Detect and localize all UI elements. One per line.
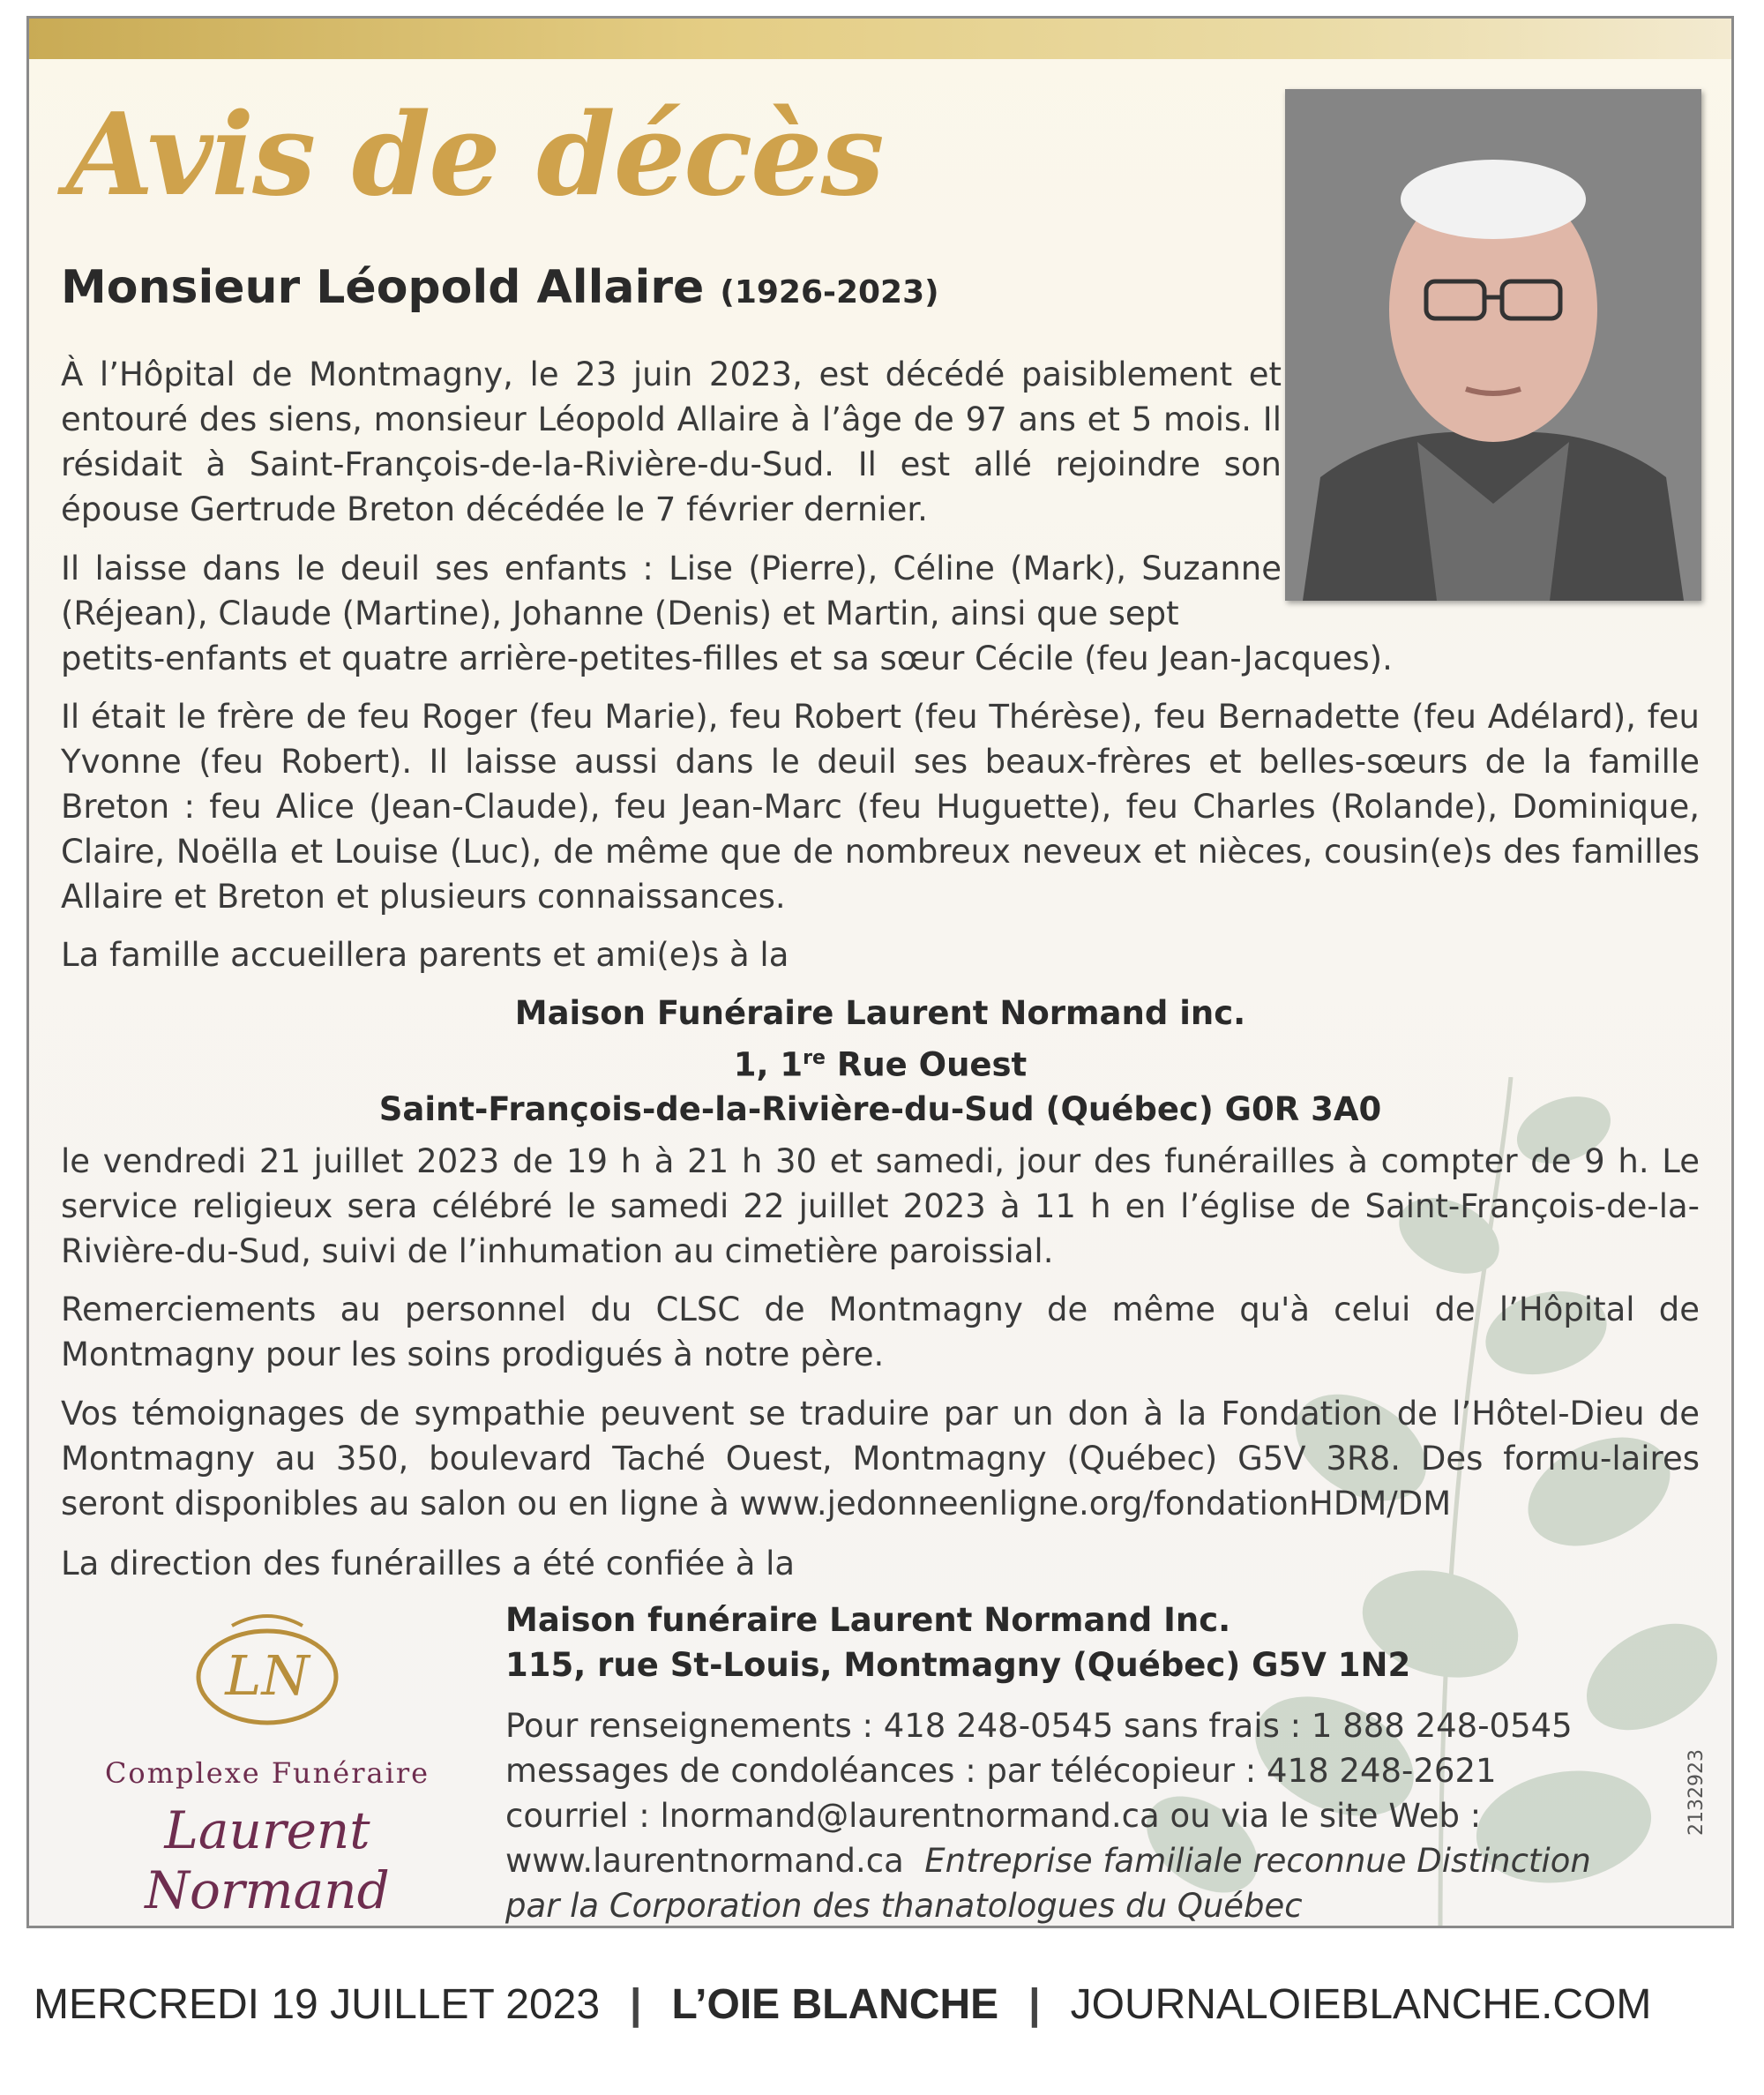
newspaper-footer — [34, 1976, 1727, 2032]
gold-header-bar — [29, 19, 1731, 59]
deceased-name-line — [61, 261, 939, 314]
funeral-home-address: 115, rue St-Louis, Montmagny (Québec) G5V 1N2 — [505, 1646, 1411, 1684]
logo-emblem — [179, 1606, 355, 1730]
distinction-text-2: par la Corporation des thanatologues du Québec — [505, 1887, 1303, 1925]
paragraph-thanks: Remerciements au personnel du CLSC de Montmagny de même qu'à celui de l’Hôpital de Montmagny pour les soins prodigués à notre père. — [61, 1291, 1700, 1373]
distinction-text-1: Entreprise familiale reconnue Distinction — [924, 1842, 1591, 1880]
info-phone-line: Pour renseignements : 418 248-0545 sans frais : 1 888 248-0545 — [505, 1707, 1573, 1745]
venue-name: Maison Funéraire Laurent Normand inc. — [514, 994, 1246, 1032]
paragraph-death: À l’Hôpital de Montmagny, le 23 juin 2023, est décédé paisiblement et entouré des siens, monsieur Léopold Allaire à l’âge de 97 ans et 5 mois. Il résidait à Saint-François-de-la-Rivière-du-Sud. Il est allé rejoindre son épouse Gertrude Breton décédée le 7 février dernier. — [61, 355, 1282, 528]
footer-separator-1: | — [630, 1980, 642, 2028]
footer-separator-2: | — [1028, 1980, 1041, 2028]
venue-city: Saint-François-de-la-Rivière-du-Sud (Québec) G0R 3A0 — [378, 1090, 1382, 1129]
paragraph-schedule: le vendredi 21 juillet 2023 de 19 h à 21 h 30 et samedi, jour des funérailles à compter de 9 h. Le service religieux sera célébré le samedi 22 juillet 2023 à 11 h en l’église de Saint-François-de-la-Rivière-du-Sud, suivi de l’inhumation au cimetière paroissial. — [61, 1142, 1700, 1270]
footer-date: MERCREDI 19 JUILLET 2023 — [34, 1980, 601, 2028]
visitation-venue — [61, 991, 1700, 1132]
deceased-name: Monsieur Léopold Allaire — [61, 261, 705, 314]
venue-street: 1, 1re Rue Ouest — [733, 1045, 1028, 1084]
footer-website[interactable]: JOURNALOIEBLANCHE.COM — [1070, 1980, 1652, 2028]
logo-line2: Laurent Normand — [145, 1800, 390, 1920]
website-link[interactable]: www.laurentnormand.ca — [505, 1842, 904, 1880]
funeral-home-logo — [47, 1606, 523, 1920]
notice-heading: Avis de décès — [66, 89, 883, 221]
paragraph-direction: La direction des funérailles a été confiée à la — [61, 1545, 796, 1582]
paragraph-survivors-end: petits-enfants et quatre arrière-petites-filles et sa sœur Cécile (feu Jean-Jacques). — [61, 640, 1393, 677]
condolences-line: messages de condoléances : par télécopieur : 418 248-2621 — [505, 1752, 1497, 1790]
paragraph-survivors: Il laisse dans le deuil ses enfants : Lise (Pierre), Céline (Mark), Suzanne (Réjean), Claude (Martine), Johanne (Denis) et Martin, ainsi que sept — [61, 550, 1282, 632]
distinction-line — [505, 1883, 1303, 1928]
obituary-notice — [26, 16, 1734, 1928]
paragraph-siblings: Il était le frère de feu Roger (feu Marie), feu Robert (feu Thérèse), feu Bernadette (feu Adélard), feu Yvonne (feu Robert). Il laisse aussi dans le deuil ses beaux-frères et belles-sœurs de la famille Breton : feu Alice (Jean-Claude), feu Jean-Marc (feu Huguette), feu Charles (Rolande), Dominique, Claire, Noëlla et Louise (Luc), de même que de nombreux neveux et nièces, cousin(e)s des familles Allaire et Breton et plusieurs connaissances. — [61, 698, 1700, 916]
website-line — [505, 1838, 1591, 1883]
paragraph-donations: Vos témoignages de sympathie peuvent se traduire par un don à la Fondation de l’Hôtel-Dieu de Montmagny au 350, boulevard Taché Ouest, Montmagny (Québec) G5V 3R8. Des formu-laires seront disponibles au salon ou en ligne à www.jedonneenligne.org/fondationHDM/DM — [61, 1395, 1700, 1523]
portrait-photo — [1285, 89, 1701, 601]
ad-number: 2132923 — [1686, 1749, 1708, 1836]
portrait-illustration — [1285, 89, 1701, 601]
email-line: courriel : lnormand@laurentnormand.ca ou via le site Web : — [505, 1797, 1482, 1835]
logo-monogram: LN — [225, 1643, 310, 1708]
paragraph-visitation-intro: La famille accueillera parents et ami(e)s à la — [61, 936, 789, 974]
deceased-years: (1926-2023) — [720, 274, 939, 311]
footer-paper-name: L’OIE BLANCHE — [671, 1980, 999, 2028]
funeral-home-name: Maison funéraire Laurent Normand Inc. — [505, 1601, 1231, 1639]
logo-line1: Complexe Funéraire — [104, 1756, 430, 1790]
